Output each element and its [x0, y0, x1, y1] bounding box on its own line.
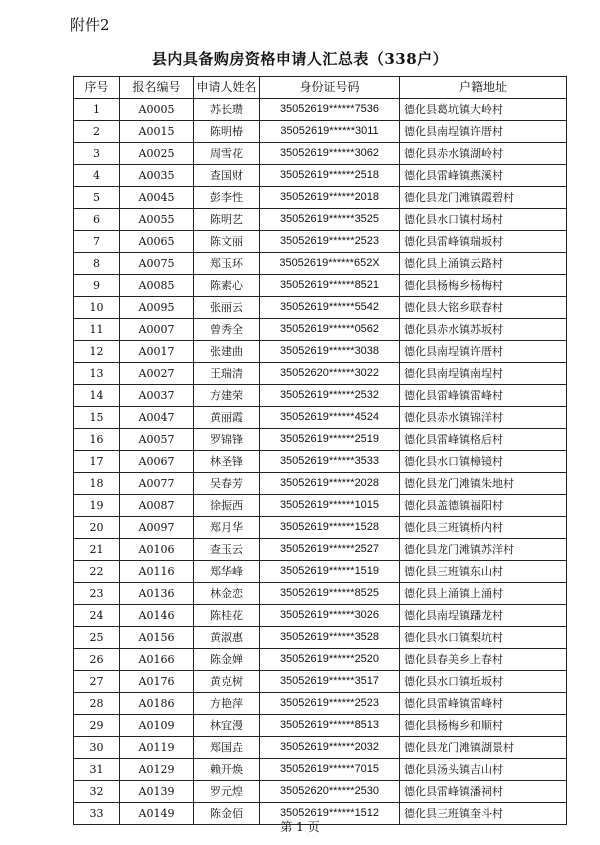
table-row — [74, 759, 567, 781]
id-number-cell: 35052619******3062 — [260, 143, 400, 165]
serial-cell: 33 — [74, 803, 120, 825]
id-number-cell: 35052619******7015 — [260, 759, 400, 781]
id-number-cell: 35052619******1512 — [260, 803, 400, 825]
id-number-cell: 35052619******2523 — [260, 231, 400, 253]
id-number-cell: 35052619******1519 — [260, 561, 400, 583]
applicant-name-cell: 罗锦锋 — [194, 429, 260, 451]
table-row — [74, 451, 567, 473]
id-number-cell: 35052619******8525 — [260, 583, 400, 605]
serial-cell: 15 — [74, 407, 120, 429]
id-number-cell: 35052620******3022 — [260, 363, 400, 385]
applicant-name-cell: 曾秀全 — [194, 319, 260, 341]
id-number-cell: 35052619******2523 — [260, 693, 400, 715]
registration-no-cell: A0097 — [120, 517, 194, 539]
table-row — [74, 407, 567, 429]
registration-no-cell: A0065 — [120, 231, 194, 253]
serial-cell: 25 — [74, 627, 120, 649]
table-row — [74, 517, 567, 539]
table-row — [74, 275, 567, 297]
applicant-name-cell: 林宜漫 — [194, 715, 260, 737]
registration-no-cell: A0176 — [120, 671, 194, 693]
table-row — [74, 121, 567, 143]
table-row — [74, 539, 567, 561]
table-row — [74, 583, 567, 605]
address-cell: 德化县雷峰镇燕溪村 — [400, 165, 567, 187]
registration-no-cell: A0129 — [120, 759, 194, 781]
id-number-cell: 35052619******2532 — [260, 385, 400, 407]
col-header-id-number: 身份证号码 — [260, 77, 400, 99]
registration-no-cell: A0146 — [120, 605, 194, 627]
serial-cell: 30 — [74, 737, 120, 759]
col-header-registration-no: 报名编号 — [120, 77, 194, 99]
registration-no-cell: A0139 — [120, 781, 194, 803]
serial-cell: 12 — [74, 341, 120, 363]
serial-cell: 7 — [74, 231, 120, 253]
address-cell: 德化县龙门滩镇湖景村 — [400, 737, 567, 759]
id-number-cell: 35052619******2028 — [260, 473, 400, 495]
applicant-name-cell: 彭李性 — [194, 187, 260, 209]
serial-cell: 2 — [74, 121, 120, 143]
table-row — [74, 187, 567, 209]
id-number-cell: 35052619******3517 — [260, 671, 400, 693]
table-row — [74, 209, 567, 231]
applicant-name-cell: 方艳萍 — [194, 693, 260, 715]
table-row — [74, 429, 567, 451]
col-header-applicant-name: 申请人姓名 — [194, 77, 260, 99]
serial-cell: 31 — [74, 759, 120, 781]
applicant-name-cell: 陈明椿 — [194, 121, 260, 143]
address-cell: 德化县上涌镇云路村 — [400, 253, 567, 275]
registration-no-cell: A0007 — [120, 319, 194, 341]
applicant-name-cell: 黄克树 — [194, 671, 260, 693]
table-row — [74, 693, 567, 715]
address-cell: 德化县南埕镇蹯龙村 — [400, 605, 567, 627]
serial-cell: 17 — [74, 451, 120, 473]
applicant-name-cell: 方建荣 — [194, 385, 260, 407]
serial-cell: 8 — [74, 253, 120, 275]
address-cell: 德化县大铭乡联春村 — [400, 297, 567, 319]
applicant-name-cell: 张建曲 — [194, 341, 260, 363]
address-cell: 德化县上涌镇上涌村 — [400, 583, 567, 605]
registration-no-cell: A0027 — [120, 363, 194, 385]
address-cell: 德化县三班镇东山村 — [400, 561, 567, 583]
table-row — [74, 495, 567, 517]
id-number-cell: 35052619******3528 — [260, 627, 400, 649]
applicant-table — [73, 76, 567, 825]
applicant-name-cell: 郑国垚 — [194, 737, 260, 759]
id-number-cell: 35052619******5542 — [260, 297, 400, 319]
registration-no-cell: A0075 — [120, 253, 194, 275]
applicant-name-cell: 罗元煌 — [194, 781, 260, 803]
registration-no-cell: A0095 — [120, 297, 194, 319]
registration-no-cell: A0087 — [120, 495, 194, 517]
registration-no-cell: A0149 — [120, 803, 194, 825]
address-cell: 德化县龙门滩镇苏洋村 — [400, 539, 567, 561]
address-cell: 德化县雷峰镇瑞坂村 — [400, 231, 567, 253]
id-number-cell: 35052619******7536 — [260, 99, 400, 121]
registration-no-cell: A0057 — [120, 429, 194, 451]
id-number-cell: 35052619******652X — [260, 253, 400, 275]
serial-cell: 1 — [74, 99, 120, 121]
serial-cell: 26 — [74, 649, 120, 671]
table-row — [74, 341, 567, 363]
serial-cell: 27 — [74, 671, 120, 693]
id-number-cell: 35052619******3525 — [260, 209, 400, 231]
serial-cell: 32 — [74, 781, 120, 803]
registration-no-cell: A0119 — [120, 737, 194, 759]
applicant-name-cell: 徐振西 — [194, 495, 260, 517]
address-cell: 德化县赤水镇湖岭村 — [400, 143, 567, 165]
registration-no-cell: A0047 — [120, 407, 194, 429]
id-number-cell: 35052619******2518 — [260, 165, 400, 187]
id-number-cell: 35052619******8513 — [260, 715, 400, 737]
table-row — [74, 715, 567, 737]
address-cell: 德化县水口镇村场村 — [400, 209, 567, 231]
serial-cell: 9 — [74, 275, 120, 297]
serial-cell: 20 — [74, 517, 120, 539]
applicant-name-cell: 王瑞清 — [194, 363, 260, 385]
applicant-name-cell: 陈文丽 — [194, 231, 260, 253]
address-cell: 德化县雷峰镇雷峰村 — [400, 693, 567, 715]
table-row — [74, 99, 567, 121]
registration-no-cell: A0015 — [120, 121, 194, 143]
registration-no-cell: A0025 — [120, 143, 194, 165]
registration-no-cell: A0136 — [120, 583, 194, 605]
address-cell: 德化县春美乡上春村 — [400, 649, 567, 671]
address-cell: 德化县盖德镇福阳村 — [400, 495, 567, 517]
serial-cell: 6 — [74, 209, 120, 231]
address-cell: 德化县南埕镇南埕村 — [400, 363, 567, 385]
applicant-name-cell: 赖开焕 — [194, 759, 260, 781]
applicant-name-cell: 黄淑惠 — [194, 627, 260, 649]
address-cell: 德化县南埕镇许厝村 — [400, 341, 567, 363]
serial-cell: 23 — [74, 583, 120, 605]
id-number-cell: 35052620******2530 — [260, 781, 400, 803]
serial-cell: 16 — [74, 429, 120, 451]
table-row — [74, 165, 567, 187]
registration-no-cell: A0116 — [120, 561, 194, 583]
id-number-cell: 35052619******1015 — [260, 495, 400, 517]
id-number-cell: 35052619******8521 — [260, 275, 400, 297]
serial-cell: 29 — [74, 715, 120, 737]
address-cell: 德化县雷峰镇雷峰村 — [400, 385, 567, 407]
address-cell: 德化县雷峰镇潘祠村 — [400, 781, 567, 803]
registration-no-cell: A0045 — [120, 187, 194, 209]
serial-cell: 24 — [74, 605, 120, 627]
address-cell: 德化县水口镇坵坂村 — [400, 671, 567, 693]
table-row — [74, 737, 567, 759]
address-cell: 德化县龙门滩镇朱地村 — [400, 473, 567, 495]
applicant-name-cell: 陈金佰 — [194, 803, 260, 825]
registration-no-cell: A0035 — [120, 165, 194, 187]
serial-cell: 21 — [74, 539, 120, 561]
serial-cell: 18 — [74, 473, 120, 495]
registration-no-cell: A0037 — [120, 385, 194, 407]
applicant-name-cell: 陈桂花 — [194, 605, 260, 627]
registration-no-cell: A0067 — [120, 451, 194, 473]
table-row — [74, 253, 567, 275]
serial-cell: 3 — [74, 143, 120, 165]
table-row — [74, 649, 567, 671]
serial-cell: 5 — [74, 187, 120, 209]
registration-no-cell: A0109 — [120, 715, 194, 737]
applicant-name-cell: 查国财 — [194, 165, 260, 187]
table-row — [74, 473, 567, 495]
address-cell: 德化县杨梅乡和顺村 — [400, 715, 567, 737]
serial-cell: 22 — [74, 561, 120, 583]
serial-cell: 28 — [74, 693, 120, 715]
table-row — [74, 671, 567, 693]
id-number-cell: 35052619******3026 — [260, 605, 400, 627]
table-row — [74, 319, 567, 341]
applicant-name-cell: 张丽云 — [194, 297, 260, 319]
applicant-name-cell: 吴春芳 — [194, 473, 260, 495]
address-cell: 德化县赤水镇苏坂村 — [400, 319, 567, 341]
applicant-name-cell: 陈明艺 — [194, 209, 260, 231]
registration-no-cell: A0166 — [120, 649, 194, 671]
applicant-name-cell: 黄丽霞 — [194, 407, 260, 429]
id-number-cell: 35052619******2018 — [260, 187, 400, 209]
address-cell: 德化县葛坑镇大岭村 — [400, 99, 567, 121]
serial-cell: 19 — [74, 495, 120, 517]
id-number-cell: 35052619******0562 — [260, 319, 400, 341]
address-cell: 德化县龙门滩镇霞碧村 — [400, 187, 567, 209]
id-number-cell: 35052619******2032 — [260, 737, 400, 759]
table-row — [74, 627, 567, 649]
address-cell: 德化县水口镇樟镜村 — [400, 451, 567, 473]
address-cell: 德化县三班镇桥内村 — [400, 517, 567, 539]
table-row — [74, 231, 567, 253]
serial-cell: 4 — [74, 165, 120, 187]
applicant-name-cell: 林圣锋 — [194, 451, 260, 473]
registration-no-cell: A0085 — [120, 275, 194, 297]
applicant-name-cell: 陈素心 — [194, 275, 260, 297]
address-cell: 德化县水口镇梨坑村 — [400, 627, 567, 649]
applicant-name-cell: 郑月华 — [194, 517, 260, 539]
applicant-name-cell: 郑华峰 — [194, 561, 260, 583]
table-row — [74, 297, 567, 319]
serial-cell: 10 — [74, 297, 120, 319]
id-number-cell: 35052619******3011 — [260, 121, 400, 143]
table-row — [74, 143, 567, 165]
col-header-household-address: 户籍地址 — [400, 77, 567, 99]
id-number-cell: 35052619******2527 — [260, 539, 400, 561]
address-cell: 德化县杨梅乡杨梅村 — [400, 275, 567, 297]
applicant-name-cell: 周雪花 — [194, 143, 260, 165]
registration-no-cell: A0055 — [120, 209, 194, 231]
col-header-serial: 序号 — [74, 77, 120, 99]
table-row — [74, 561, 567, 583]
id-number-cell: 35052619******2520 — [260, 649, 400, 671]
registration-no-cell: A0106 — [120, 539, 194, 561]
address-cell: 德化县汤头镇吉山村 — [400, 759, 567, 781]
registration-no-cell: A0156 — [120, 627, 194, 649]
table-row — [74, 385, 567, 407]
applicant-name-cell: 苏长瓒 — [194, 99, 260, 121]
table-row — [74, 781, 567, 803]
registration-no-cell: A0005 — [120, 99, 194, 121]
id-number-cell: 35052619******4524 — [260, 407, 400, 429]
registration-no-cell: A0017 — [120, 341, 194, 363]
applicant-name-cell: 查玉云 — [194, 539, 260, 561]
serial-cell: 14 — [74, 385, 120, 407]
id-number-cell: 35052619******1528 — [260, 517, 400, 539]
table-row — [74, 605, 567, 627]
address-cell: 德化县赤水镇锦洋村 — [400, 407, 567, 429]
serial-cell: 13 — [74, 363, 120, 385]
registration-no-cell: A0186 — [120, 693, 194, 715]
applicant-name-cell: 林金恋 — [194, 583, 260, 605]
serial-cell: 11 — [74, 319, 120, 341]
id-number-cell: 35052619******2519 — [260, 429, 400, 451]
document-title: 县内具备购房资格申请人汇总表（338户） — [151, 50, 449, 68]
registration-no-cell: A0077 — [120, 473, 194, 495]
address-cell: 德化县三班镇奎斗村 — [400, 803, 567, 825]
address-cell: 德化县雷峰镇格后村 — [400, 429, 567, 451]
applicant-name-cell: 陈金婵 — [194, 649, 260, 671]
table-row — [74, 363, 567, 385]
address-cell: 德化县南埕镇许厝村 — [400, 121, 567, 143]
applicant-name-cell: 郑玉环 — [194, 253, 260, 275]
id-number-cell: 35052619******3038 — [260, 341, 400, 363]
id-number-cell: 35052619******3533 — [260, 451, 400, 473]
attachment-label: 附件2 — [70, 16, 110, 34]
table-header-row — [74, 77, 567, 99]
page-number: 第 1 页 — [280, 820, 320, 834]
